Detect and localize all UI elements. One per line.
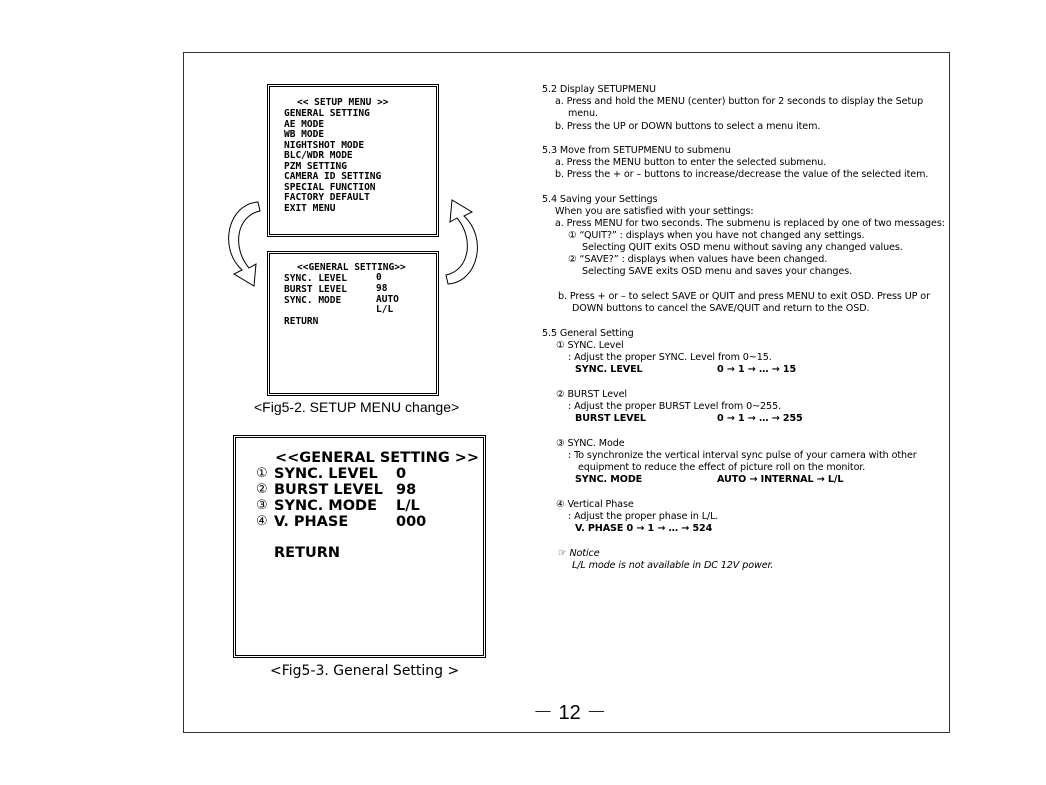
- menu-item: GENERAL SETTING: [284, 108, 370, 119]
- setting-value: 0: [396, 466, 407, 482]
- setting-value: AUTO: [376, 294, 399, 305]
- text-line: ③ SYNC. Mode: [556, 438, 625, 449]
- setting-label: SYNC. MODE: [274, 498, 377, 514]
- setup-menu-screen: [267, 84, 439, 237]
- text-line: b. Press the + or – buttons to increase/decrease the value of the selected item.: [555, 169, 929, 180]
- return-item: RETURN: [274, 545, 341, 561]
- value-range: 0 → 1 → … → 15: [717, 364, 797, 375]
- menu-item: EXIT MENU: [284, 202, 336, 214]
- text-line: ② BURST Level: [556, 389, 627, 400]
- menu-item: PZM SETTING: [284, 160, 347, 172]
- text-line: When you are satisfied with your settings:: [555, 206, 754, 217]
- general-setting-title: <<GENERAL SETTING>>: [297, 262, 406, 273]
- general-setting-screen-large: [233, 435, 486, 658]
- section-heading: 5.5 General Setting: [542, 328, 634, 339]
- text-line: b. Press the UP or DOWN buttons to select a menu item.: [555, 121, 821, 132]
- setting-value: 0: [376, 272, 382, 283]
- setup-menu-title: << SETUP MENU >>: [297, 97, 389, 108]
- text-line: ② “SAVE?” : displays when values have been changed.: [568, 254, 828, 265]
- setting-value: L/L: [376, 304, 394, 315]
- menu-item: BLC/WDR MODE: [284, 150, 353, 161]
- value-range: AUTO → INTERNAL → L/L: [717, 474, 844, 485]
- fig3-caption: <Fig5-3. General Setting >: [270, 663, 460, 679]
- section-heading: 5.4 Saving your Settings: [542, 194, 658, 205]
- menu-item: NIGHTSHOT MODE: [284, 139, 365, 151]
- curved-arrow-up-icon: [444, 198, 484, 288]
- text-line: ① “QUIT?” : displays when you have not changed any settings.: [568, 230, 865, 241]
- text-line: Selecting QUIT exits OSD menu without saving any changed values.: [582, 242, 903, 253]
- osd-item: V. PHASE 0 → 1 → … → 524: [575, 523, 713, 534]
- fig2-caption: <Fig5-2. SETUP MENU change>: [254, 399, 460, 415]
- menu-item: SPECIAL FUNCTION: [284, 181, 376, 193]
- osd-item: BURST LEVEL: [575, 413, 646, 424]
- menu-item: FACTORY DEFAULT: [284, 192, 370, 203]
- value-range: 0 → 1 → … → 255: [717, 413, 803, 424]
- setting-label: SYNC. LEVEL: [284, 273, 347, 284]
- menu-item: AE MODE: [284, 118, 325, 130]
- notice-heading: ☞ Notice: [558, 548, 600, 559]
- text-line: DOWN buttons to cancel the SAVE/QUIT and return to the OSD.: [572, 303, 870, 314]
- menu-item: WB MODE: [284, 129, 325, 140]
- setting-value: 98: [396, 482, 417, 498]
- return-item: RETURN: [284, 316, 319, 327]
- text-line: a. Press the MENU button to enter the selected submenu.: [555, 157, 827, 168]
- text-line: : To synchronize the vertical interval sync pulse of your camera with other: [568, 450, 917, 461]
- section-heading: 5.2 Display SETUPMENU: [542, 84, 656, 95]
- text-line: b. Press + or – to select SAVE or QUIT and press MENU to exit OSD. Press UP or: [558, 291, 930, 302]
- text-line: a. Press MENU for two seconds. The submenu is replaced by one of two messages:: [555, 218, 945, 229]
- text-line: equipment to reduce the effect of picture roll on the monitor.: [578, 462, 866, 473]
- row-number: ③: [256, 498, 268, 513]
- row-number: ①: [256, 466, 268, 481]
- setting-label: BURST LEVEL: [274, 482, 383, 498]
- osd-item: SYNC. LEVEL: [575, 364, 643, 375]
- setting-label: SYNC. MODE: [284, 295, 342, 306]
- setting-value: L/L: [396, 498, 420, 514]
- row-number: ②: [256, 482, 268, 497]
- text-line: : Adjust the proper SYNC. Level from 0~15.: [568, 352, 772, 363]
- setting-value: 000: [396, 514, 427, 530]
- notice-text: L/L mode is not available in DC 12V power.: [572, 560, 774, 571]
- general-setting-screen-small: [267, 251, 439, 396]
- setting-label: BURST LEVEL: [284, 284, 347, 295]
- page-number: － 12 －: [533, 702, 607, 724]
- osd-item: SYNC. MODE: [575, 474, 643, 485]
- text-line: : Adjust the proper BURST Level from 0~255.: [568, 401, 782, 412]
- setting-label: SYNC. LEVEL: [274, 466, 378, 482]
- menu-item: CAMERA ID SETTING: [284, 171, 382, 182]
- text-line: menu.: [568, 108, 598, 119]
- setting-label: V. PHASE: [274, 514, 349, 530]
- text-line: : Adjust the proper phase in L/L.: [568, 511, 719, 522]
- text-line: Selecting SAVE exits OSD menu and saves your changes.: [582, 266, 853, 277]
- text-line: a. Press and hold the MENU (center) button for 2 seconds to display the Setup: [555, 96, 924, 107]
- general-setting-title: <<GENERAL SETTING >>: [275, 450, 480, 466]
- text-line: ④ Vertical Phase: [556, 499, 634, 510]
- text-line: ① SYNC. Level: [556, 340, 624, 351]
- section-heading: 5.3 Move from SETUPMENU to submenu: [542, 145, 731, 156]
- setting-value: 98: [376, 283, 388, 294]
- row-number: ④: [256, 514, 268, 529]
- curved-arrow-down-icon: [222, 198, 262, 288]
